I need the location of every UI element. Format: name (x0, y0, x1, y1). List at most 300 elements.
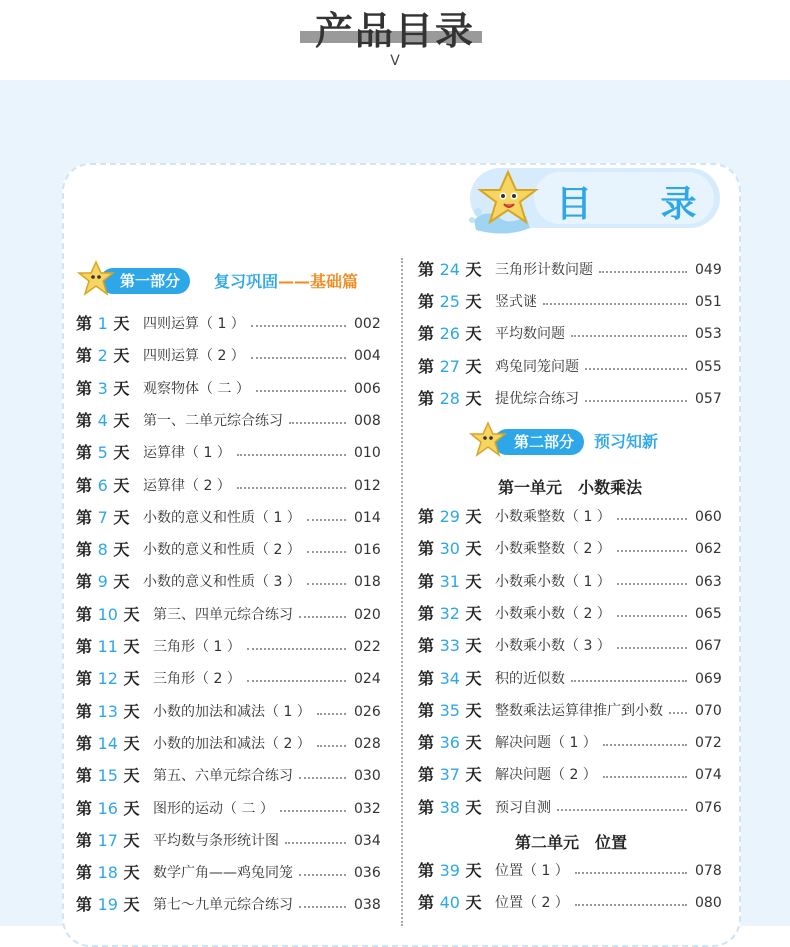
page-subtitle: V (390, 53, 400, 69)
day-suffix: 天 (123, 733, 140, 753)
dot-leader (307, 583, 346, 585)
toc-row[interactable] (418, 763, 723, 787)
day-number: 36 (439, 733, 460, 753)
day-label (76, 377, 129, 401)
day-prefix: 第 (76, 410, 93, 430)
dot-leader (543, 303, 687, 305)
page-number: 024 (354, 671, 381, 688)
page-number: 060 (695, 509, 722, 525)
day-number: 11 (97, 637, 118, 656)
toc-row[interactable] (76, 344, 382, 368)
day-prefix: 第 (76, 443, 93, 463)
toc-row[interactable] (76, 441, 382, 465)
day-suffix: 天 (465, 797, 482, 817)
day-label (418, 602, 482, 626)
day-label (76, 732, 140, 756)
day-label (76, 312, 129, 336)
dot-leader (617, 518, 687, 520)
day-number: 9 (97, 572, 108, 592)
day-label (76, 861, 140, 885)
entry-title: 三角形（ 2 ） (153, 671, 241, 688)
day-label (76, 538, 129, 562)
dot-leader (599, 271, 687, 273)
dot-leader (285, 842, 346, 844)
dot-leader (585, 368, 687, 370)
day-suffix: 天 (113, 314, 130, 333)
column-divider (401, 258, 403, 926)
day-label (76, 667, 140, 691)
day-label (418, 258, 482, 282)
page-number: 018 (354, 574, 381, 591)
day-suffix: 天 (465, 765, 482, 785)
part1-star-icon (76, 260, 116, 298)
page-number: 016 (354, 542, 381, 559)
day-number: 12 (97, 669, 118, 689)
toc-row[interactable] (76, 409, 382, 433)
toc-row[interactable] (76, 603, 382, 627)
day-number: 16 (97, 798, 118, 818)
day-number: 26 (439, 324, 460, 344)
day-label (418, 322, 482, 346)
entry-title: 三角形（ 1 ） (153, 639, 241, 655)
day-number: 37 (439, 765, 460, 785)
page-number: 020 (354, 606, 381, 623)
day-suffix: 天 (113, 410, 130, 430)
dot-leader (307, 519, 346, 521)
day-number: 18 (97, 863, 118, 883)
toc-row[interactable] (418, 322, 723, 346)
toc-row[interactable] (76, 667, 382, 691)
day-prefix: 第 (76, 475, 93, 495)
entry-title: 预习自测 (495, 799, 551, 816)
day-label (418, 699, 482, 723)
day-prefix: 第 (76, 863, 93, 883)
day-suffix: 天 (465, 356, 482, 376)
day-suffix: 天 (465, 668, 482, 688)
entry-title: 平均数与条形统计图 (153, 832, 279, 849)
toc-row[interactable] (418, 891, 723, 915)
page-number: 063 (695, 573, 722, 590)
day-prefix: 第 (76, 540, 93, 560)
unit1-heading: 第一单元 小数乘法 (498, 478, 643, 497)
page-number: 055 (695, 358, 722, 375)
entry-title: 运算律（ 2 ） (143, 477, 231, 494)
part1-badge: 第一部分 (100, 268, 190, 294)
day-number: 32 (439, 603, 460, 623)
day-number: 40 (439, 893, 460, 913)
toc-row[interactable] (418, 634, 723, 658)
page-number: 069 (695, 670, 722, 687)
entry-title: 第三、四单元综合练习 (153, 606, 293, 623)
day-number: 28 (439, 388, 460, 408)
entry-title: 位置（ 2 ） (495, 895, 569, 912)
entry-title: 小数的加法和减法（ 1 ） (153, 703, 311, 720)
day-label (418, 355, 482, 379)
entry-title: 解决问题（ 2 ） (495, 767, 597, 784)
entry-title: 小数的意义和性质（ 2 ） (143, 542, 301, 559)
day-label (76, 441, 129, 465)
day-number: 33 (439, 636, 460, 656)
entry-title: 小数乘整数（ 2 ） (495, 541, 611, 558)
day-suffix: 天 (123, 669, 140, 689)
day-prefix: 第 (76, 378, 93, 398)
entry-title: 图形的运动（ 二 ） (153, 800, 274, 817)
day-label (418, 667, 482, 691)
page-title: 产品目录 (314, 9, 475, 53)
toc-row[interactable] (76, 861, 382, 885)
day-number: 4 (97, 410, 108, 430)
day-suffix: 天 (113, 378, 130, 398)
dot-leader (299, 777, 346, 779)
dot-leader (251, 357, 346, 359)
day-number: 6 (97, 475, 108, 495)
day-prefix: 第 (76, 798, 93, 818)
day-prefix: 第 (418, 603, 435, 623)
toc-row[interactable] (76, 635, 382, 659)
page-header (0, 0, 790, 80)
page-number: 028 (354, 735, 381, 752)
dot-leader (617, 647, 687, 649)
dot-leader (575, 904, 687, 906)
entry-title: 小数的意义和性质（ 3 ） (143, 574, 301, 591)
day-label (76, 474, 129, 498)
dot-leader (585, 400, 687, 402)
day-prefix: 第 (418, 668, 435, 688)
day-suffix: 天 (123, 637, 140, 656)
day-number: 34 (439, 668, 460, 688)
day-label (418, 634, 482, 658)
dot-leader (280, 810, 346, 812)
day-label (418, 537, 482, 561)
page-number: 032 (354, 800, 381, 817)
dot-leader (669, 712, 687, 714)
entry-title: 小数乘小数（ 3 ） (495, 638, 611, 655)
day-prefix: 第 (76, 572, 93, 592)
dot-leader (237, 454, 346, 456)
dot-leader (603, 776, 687, 778)
toc-row[interactable] (76, 700, 382, 724)
day-prefix: 第 (418, 292, 435, 312)
day-prefix: 第 (76, 637, 93, 656)
entry-title: 解决问题（ 1 ） (495, 735, 597, 752)
dot-leader (603, 744, 687, 746)
page-number: 072 (695, 735, 722, 752)
day-label (76, 635, 140, 659)
day-prefix: 第 (76, 701, 93, 721)
part2-star-icon (468, 421, 508, 459)
day-prefix: 第 (76, 604, 93, 624)
dot-leader (617, 615, 687, 617)
day-prefix: 第 (418, 356, 435, 376)
day-number: 30 (439, 539, 460, 559)
day-label (76, 700, 140, 724)
day-label (76, 570, 129, 594)
day-prefix: 第 (418, 765, 435, 785)
part2-badge: 第二部分 (494, 429, 584, 455)
day-suffix: 天 (465, 324, 482, 344)
toc-row[interactable] (76, 474, 382, 498)
day-number: 24 (439, 260, 460, 279)
dot-leader (575, 872, 687, 874)
page-number: 065 (695, 605, 722, 622)
day-suffix: 天 (465, 893, 482, 913)
day-prefix: 第 (418, 388, 435, 408)
dot-leader (299, 906, 346, 908)
day-prefix: 第 (418, 700, 435, 720)
page-number: 008 (354, 412, 381, 429)
entry-title: 第一、二单元综合练习 (143, 412, 283, 429)
page-number: 036 (354, 865, 381, 882)
toc-row[interactable] (76, 570, 382, 594)
day-number: 14 (97, 733, 118, 753)
toc-row[interactable] (418, 796, 723, 820)
day-suffix: 天 (113, 507, 130, 527)
day-suffix: 天 (123, 798, 140, 818)
day-prefix: 第 (76, 346, 93, 366)
day-number: 3 (97, 378, 108, 398)
day-label (418, 505, 482, 529)
day-prefix: 第 (76, 830, 93, 850)
day-number: 29 (439, 507, 460, 526)
page-number: 078 (695, 863, 722, 879)
day-suffix: 天 (123, 604, 140, 624)
day-suffix: 天 (113, 540, 130, 560)
day-label (76, 409, 129, 433)
dot-leader (571, 335, 687, 337)
toc-row[interactable] (418, 570, 723, 594)
part2-name: 预习知新 (594, 432, 659, 451)
entry-title: 三角形计数问题 (495, 262, 593, 278)
page-number: 070 (695, 702, 722, 719)
day-prefix: 第 (418, 571, 435, 591)
day-suffix: 天 (123, 863, 140, 883)
page-number: 049 (695, 262, 722, 278)
dot-leader (256, 390, 346, 392)
day-prefix: 第 (76, 669, 93, 689)
day-prefix: 第 (76, 314, 93, 333)
day-number: 27 (439, 356, 460, 376)
dot-leader (571, 680, 687, 682)
day-label (76, 829, 140, 853)
toc-row[interactable] (76, 893, 382, 917)
entry-title: 提优综合练习 (495, 390, 579, 407)
day-label (418, 290, 482, 314)
toc-row[interactable] (418, 859, 723, 883)
day-prefix: 第 (418, 260, 435, 279)
part2-heading (470, 429, 730, 455)
entry-title: 小数乘小数（ 1 ） (495, 573, 611, 590)
dot-leader (247, 648, 346, 650)
star-mascot-icon (466, 168, 546, 236)
day-label (76, 893, 140, 917)
part1-sub: 基础篇 (310, 272, 359, 291)
unit2-heading: 第二单元 位置 (515, 833, 628, 852)
day-label (418, 387, 482, 411)
entry-title: 平均数问题 (495, 326, 565, 343)
day-number: 19 (97, 895, 118, 915)
dot-leader (617, 583, 687, 585)
page-number: 030 (354, 768, 381, 785)
day-number: 17 (97, 830, 118, 850)
day-suffix: 天 (113, 475, 130, 495)
dot-leader (299, 874, 346, 876)
entry-title: 运算律（ 1 ） (143, 445, 231, 462)
entry-title: 小数乘整数（ 1 ） (495, 509, 611, 525)
day-number: 8 (97, 540, 108, 560)
day-prefix: 第 (418, 636, 435, 656)
day-suffix: 天 (113, 346, 130, 366)
day-number: 7 (97, 507, 108, 527)
day-suffix: 天 (123, 766, 140, 786)
day-label (418, 859, 482, 883)
day-number: 2 (97, 346, 108, 366)
day-suffix: 天 (465, 603, 482, 623)
toc-row[interactable] (418, 537, 723, 561)
page-number: 014 (354, 509, 381, 526)
day-prefix: 第 (76, 733, 93, 753)
day-suffix: 天 (123, 701, 140, 721)
day-suffix: 天 (465, 292, 482, 312)
day-label (76, 344, 129, 368)
day-number: 39 (439, 861, 460, 880)
day-number: 31 (439, 571, 460, 591)
toc-row[interactable] (418, 602, 723, 626)
dot-leader (251, 325, 346, 327)
day-prefix: 第 (76, 766, 93, 786)
page-number: 074 (695, 767, 722, 784)
day-prefix: 第 (76, 895, 93, 915)
day-prefix: 第 (418, 539, 435, 559)
entry-title: 小数的意义和性质（ 1 ） (143, 509, 301, 526)
day-prefix: 第 (418, 797, 435, 817)
toc-row[interactable] (418, 667, 723, 691)
dot-leader (237, 487, 346, 489)
day-label (76, 506, 129, 530)
entry-title: 整数乘法运算律推广到小数 (495, 702, 663, 719)
day-prefix: 第 (76, 507, 93, 527)
toc-row[interactable] (76, 732, 382, 756)
entry-title: 小数的加法和减法（ 2 ） (153, 735, 311, 752)
day-suffix: 天 (465, 733, 482, 753)
entry-title: 鸡兔同笼问题 (495, 358, 579, 375)
day-label (76, 764, 140, 788)
day-label (418, 763, 482, 787)
day-label (418, 570, 482, 594)
day-prefix: 第 (418, 733, 435, 753)
page-number: 002 (354, 316, 381, 332)
page-number: 051 (695, 294, 722, 311)
day-suffix: 天 (465, 507, 482, 526)
toc-row[interactable] (418, 731, 723, 755)
day-suffix: 天 (465, 388, 482, 408)
toc-row[interactable] (418, 258, 723, 282)
page-number: 026 (354, 703, 381, 720)
dot-leader (299, 616, 346, 618)
day-number: 15 (97, 766, 118, 786)
toc-row[interactable] (76, 829, 382, 853)
entry-title: 四则运算（ 2 ） (143, 348, 245, 365)
day-suffix: 天 (113, 572, 130, 592)
page-number: 057 (695, 390, 722, 407)
day-suffix: 天 (465, 636, 482, 656)
day-number: 10 (97, 604, 118, 624)
day-suffix: 天 (465, 571, 482, 591)
day-suffix: 天 (465, 260, 482, 279)
toc-row[interactable] (76, 538, 382, 562)
day-label (76, 797, 140, 821)
entry-title: 四则运算（ 1 ） (143, 316, 245, 332)
toc-title: 目 录 (556, 184, 725, 225)
page-number: 076 (695, 799, 722, 816)
page-number: 010 (354, 445, 381, 462)
day-prefix: 第 (418, 861, 435, 880)
entry-title: 第七～九单元综合练习 (153, 897, 293, 914)
day-number: 5 (97, 443, 108, 463)
day-prefix: 第 (418, 893, 435, 913)
toc-row[interactable] (418, 505, 723, 529)
entry-title: 观察物体（ 二 ） (143, 380, 250, 397)
page-number: 006 (354, 380, 381, 397)
toc-row[interactable] (76, 377, 382, 401)
day-prefix: 第 (418, 507, 435, 526)
entry-title: 数学广角——鸡兔同笼 (153, 865, 293, 882)
entry-title: 小数乘小数（ 2 ） (495, 605, 611, 622)
part1-heading (76, 268, 396, 294)
part1-name: 复习巩固 (214, 272, 279, 291)
page-number: 067 (695, 638, 722, 655)
dot-leader (557, 809, 687, 811)
day-label (76, 603, 140, 627)
dot-leader (307, 551, 346, 553)
page-number: 004 (354, 348, 381, 365)
day-number: 38 (439, 797, 460, 817)
day-number: 35 (439, 700, 460, 720)
day-suffix: 天 (465, 539, 482, 559)
entry-title: 位置（ 1 ） (495, 863, 569, 879)
day-suffix: 天 (123, 895, 140, 915)
page-number: 080 (695, 895, 722, 912)
page-number: 034 (354, 832, 381, 849)
dot-leader (317, 713, 346, 715)
page-number: 012 (354, 477, 381, 494)
toc-row[interactable] (76, 797, 382, 821)
day-suffix: 天 (465, 700, 482, 720)
toc-row[interactable] (418, 699, 723, 723)
day-number: 25 (439, 292, 460, 312)
day-prefix: 第 (418, 324, 435, 344)
dot-leader (289, 422, 346, 424)
toc-row[interactable] (418, 387, 723, 411)
page-number: 062 (695, 541, 722, 558)
entry-title: 第五、六单元综合练习 (153, 768, 293, 785)
day-label (418, 796, 482, 820)
dot-leader (247, 680, 346, 682)
toc-row[interactable] (76, 312, 382, 336)
day-suffix: 天 (113, 443, 130, 463)
day-label (418, 891, 482, 915)
entry-title: 竖式谜 (495, 294, 537, 311)
day-suffix: 天 (123, 830, 140, 850)
day-suffix: 天 (465, 861, 482, 880)
toc-row[interactable] (76, 506, 382, 530)
toc-row[interactable] (418, 355, 723, 379)
day-label (418, 731, 482, 755)
entry-title: 积的近似数 (495, 670, 565, 687)
toc-row[interactable] (76, 764, 382, 788)
toc-row[interactable] (418, 290, 723, 314)
day-number: 13 (97, 701, 118, 721)
dot-leader (617, 550, 687, 552)
